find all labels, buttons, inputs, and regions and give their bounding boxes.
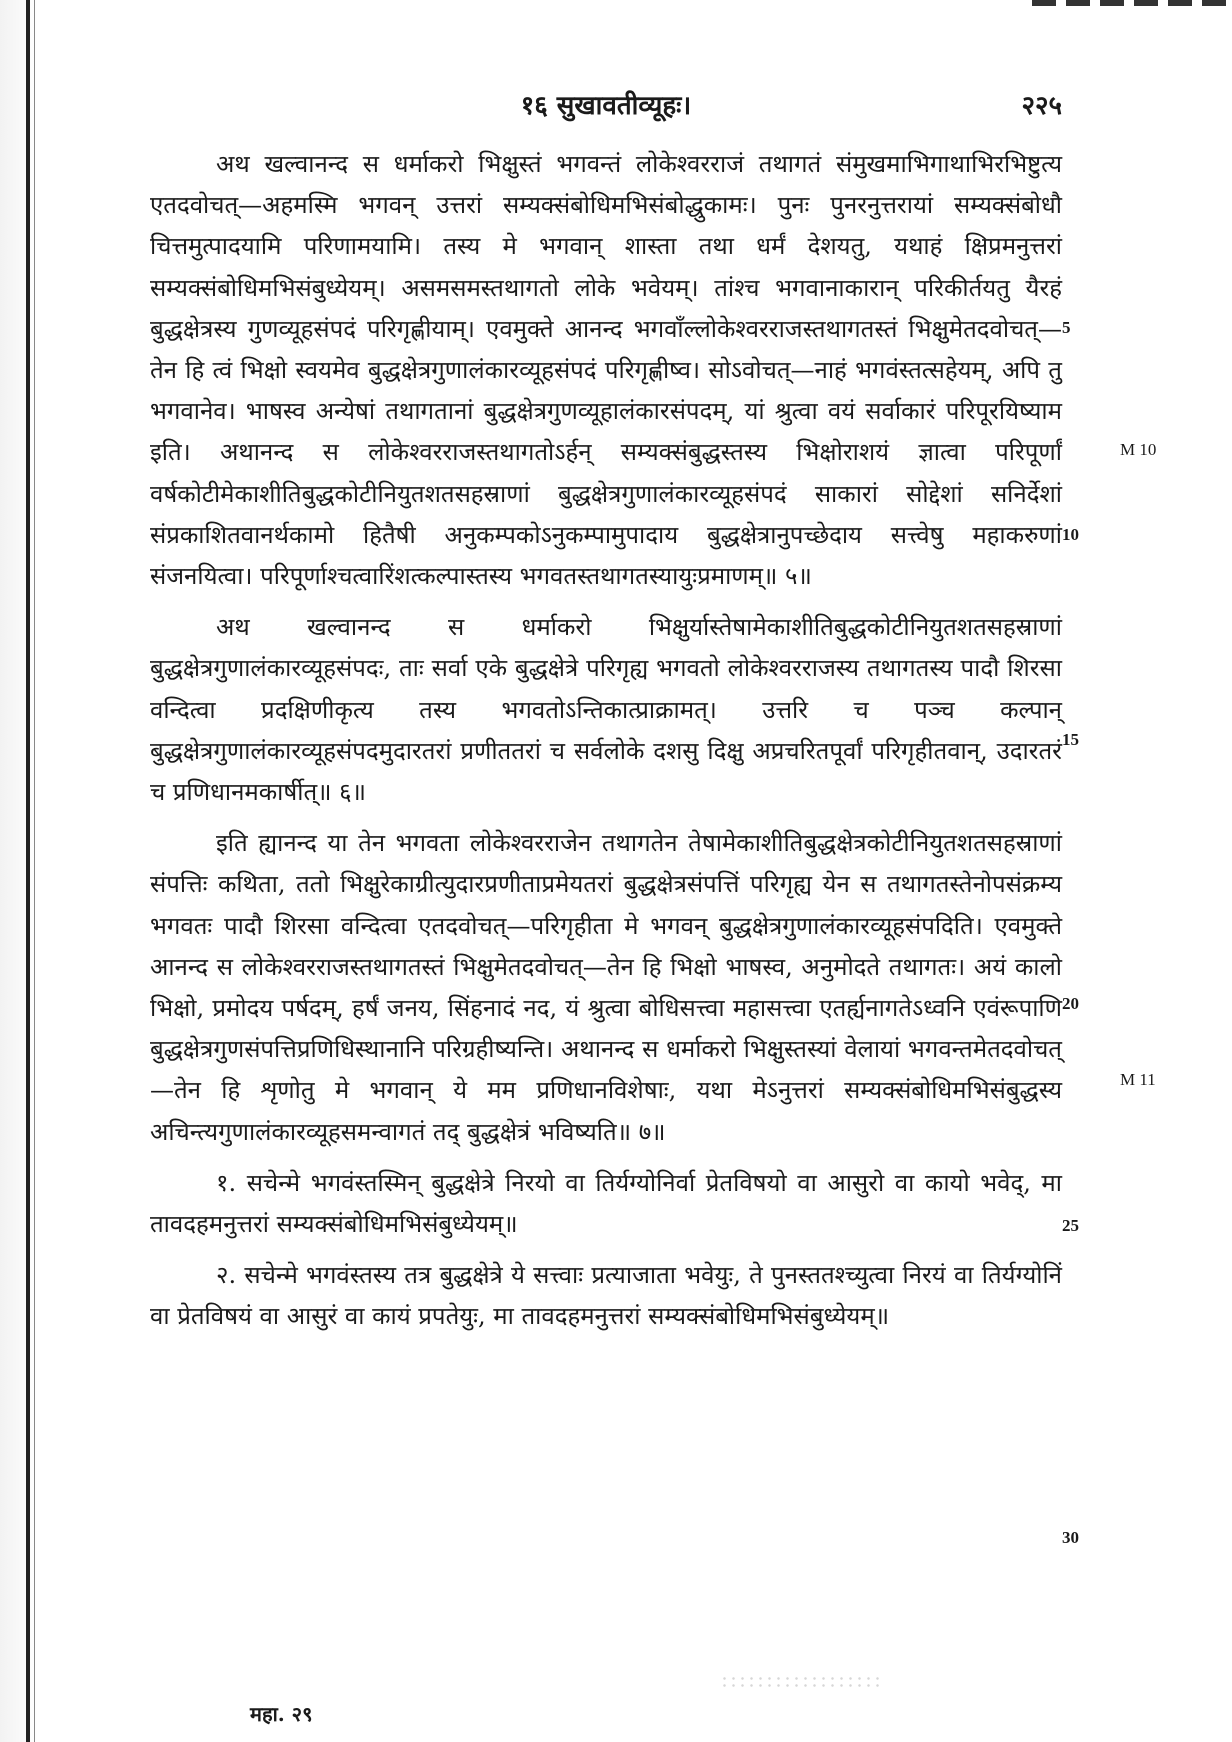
paragraph-6: अथ खल्वानन्द स धर्माकरो भिक्षुर्यास्तेषामेकाशीतिबुद्धकोटीनियुतशतसहस्राणां बुद्धक्षेत्रगुणालंकारव्यूहसंपदः, ताः सर्वा एके बुद्धक्षेत्रे परिगृह्य भगवतो लोकेश्वरराजस्य तथागतस्य पादौ शिरसा वन्दित्वा प्रदक्षिणीकृत्य तस्य भगवतोऽन्तिकात्प्राक्रामत्। उत्तरि च पञ्च कल्पान् बुद्धक्षेत्रगुणालंकारव्यूहसंपदमुदारतरां प्रणीततरां च सर्वलोके दशसु दिक्षु अप्रचरितपूर्वां परिगृहीतवान्, उदारतरं च प्रणिधानमकार्षीत्॥ ६॥ xyxy=(150,613,1062,807)
line-number: 5 xyxy=(1062,318,1071,337)
line-number: 10 xyxy=(1062,525,1079,544)
scan-noise xyxy=(720,1675,880,1689)
line-number: 30 xyxy=(1062,1528,1079,1547)
main-text xyxy=(150,144,1062,1338)
scan-binding-edge xyxy=(0,0,38,1742)
paragraph-7: इति ह्यानन्द या तेन भगवता लोकेश्वरराजेन तथागतेन तेषामेकाशीतिबुद्धक्षेत्रकोटीनियुतशतसहस्राणां संपत्तिः कथिता, ततो भिक्षुरेकाग्रीत्युदारप्रणीताप्रमेयतरां बुद्धक्षेत्रसंपत्तिं परिगृह्य येन स तथागतस्तेनोपसंक्रम्य भगवतः पादौ शिरसा वन्दित्वा एतदवोचत्—परिगृहीता मे भगवन् बुद्धक्षेत्रगुणालंकारव्यूहसंपदिति। एवमुक्ते आनन्द स लोकेश्वरराजस्तथागतस्तं भिक्षुमेतदवोचत्—तेन हि भिक्षो भाषस्व, अनुमोदते तथागतः। अयं कालो भिक्षो, प्रमोदय पर्षदम्, हर्षं जनय, सिंहनादं नद, यं श्रुत्वा बोधिसत्त्वा महासत्त्वा एतर्ह्यनागतेऽध्वनि एवंरूपाणि बुद्धक्षेत्रगुणसंपत्तिप्रणिधिस्थानानि परिग्रहीष्यन्ति। अथानन्द स धर्माकरो भिक्षुस्तस्यां वेलायां भगवन्तमेतदवोचत्—तेन हि शृणोतु मे भगवान् ये मम प्रणिधानविशेषाः, यथा मेऽनुत्तरां सम्यक्संबोधिमभिसंबुद्धस्य अचिन्त्यगुणालंकारव्यूहसमन्वागतं तद् बुद्धक्षेत्रं भविष्यति॥ ७॥ xyxy=(150,829,1062,1146)
binding-rule xyxy=(26,0,30,1742)
signature-mark: महा. २९ xyxy=(250,1702,313,1726)
line-number: 20 xyxy=(1062,994,1079,1013)
vow-2: २. सचेन्मे भगवंस्तस्य तत्र बुद्धक्षेत्रे ये सत्त्वाः प्रत्याजाता भवेयुः, ते पुनस्ततश्च्युत्वा निरयं वा तिर्यग्योनिं वा प्रेतविषयं वा आसुरं वा कायं प्रपतेयुः, मा तावदहमनुत्तरां सम्यक्संबोधिमभिसंबुध्येयम्॥ xyxy=(150,1261,1062,1331)
line-number: 25 xyxy=(1062,1216,1079,1235)
vow-1: १. सचेन्मे भगवंस्तस्मिन् बुद्धक्षेत्रे निरयो वा तिर्यग्योनिर्वा प्रेतविषयो वा आसुरो वा कायो भवेद्, मा तावदहमनुत्तरां सम्यक्संबोधिमभिसंबुध्येयम्॥ xyxy=(150,1168,1062,1239)
running-header xyxy=(150,86,1062,126)
line-number: 15 xyxy=(1062,730,1079,749)
line-number-column xyxy=(1062,0,1102,1742)
paragraph-5: अथ खल्वानन्द स धर्माकरो भिक्षुस्तं भगवन्तं लोकेश्वरराजं तथागतं संमुखमाभिगाथाभिरभिष्टुत्य एतदवोचत्—अहमस्मि भगवन् उत्तरां सम्यक्संबोधिमभिसंबोद्धुकामः। पुनः पुनरनुत्तरायां सम्यक्संबोधौ चित्तमुत्पादयामि परिणामयामि। तस्य मे भगवान् शास्ता तथा धर्मं देशयतु, यथाहं क्षिप्रमनुत्तरां सम्यक्संबोधिमभिसंबुध्येयम्। असमसमस्तथागतो लोके भवेयम्। तांश्च भगवानाकारान् परिकीर्तयतु यैरहं बुद्धक्षेत्रस्य गुणव्यूहसंपदं परिगृह्णीयाम्। एवमुक्ते आनन्द भगवाँल्लोकेश्वरराजस्तथागतस्तं भिक्षुमेतदवोचत्—तेन हि त्वं भिक्षो स्वयमेव बुद्धक्षेत्रगुणालंकारव्यूहसंपदं परिगृह्णीष्व। सोऽवोचत्—नाहं भगवंस्तत्सहेयम्, अपि तु भगवानेव। भाषस्व अन्येषां तथागतानां बुद्धक्षेत्रगुणव्यूहालंकारसंपदम्, यां श्रुत्वा वयं सर्वाकारं परिपूरयिष्याम इति। अथानन्द स लोकेश्वरराजस्तथागतोऽर्हन् सम्यक्संबुद्धस्तस्य भिक्षोराशयं ज्ञात्वा परिपूर्णां वर्षकोटीमेकाशीतिबुद्धकोटीनियुतशतसहस्राणां बुद्धक्षेत्रगुणालंकारव्यूहसंपदं साकारां सोद्देशां सनिर्देशां संप्रकाशितवानर्थकामो हितैषी अनुकम्पकोऽनुकम्पामुपादाय बुद्धक्षेत्रानुपच्छेदाय सत्त्वेषु महाकरुणां संजनयित्वा। परिपूर्णाश्चत्वारिंशत्कल्पास्तस्य भगवतस्तथागतस्यायुःप्रमाणम्॥ ५॥ xyxy=(150,150,1062,591)
margin-reference: M 11 xyxy=(1120,1070,1156,1089)
margin-reference: M 10 xyxy=(1120,440,1157,459)
running-title: १६ सुखावतीव्यूहः। xyxy=(520,91,692,121)
binding-rule-thin xyxy=(34,0,35,1742)
page-number: २२५ xyxy=(1021,91,1062,121)
